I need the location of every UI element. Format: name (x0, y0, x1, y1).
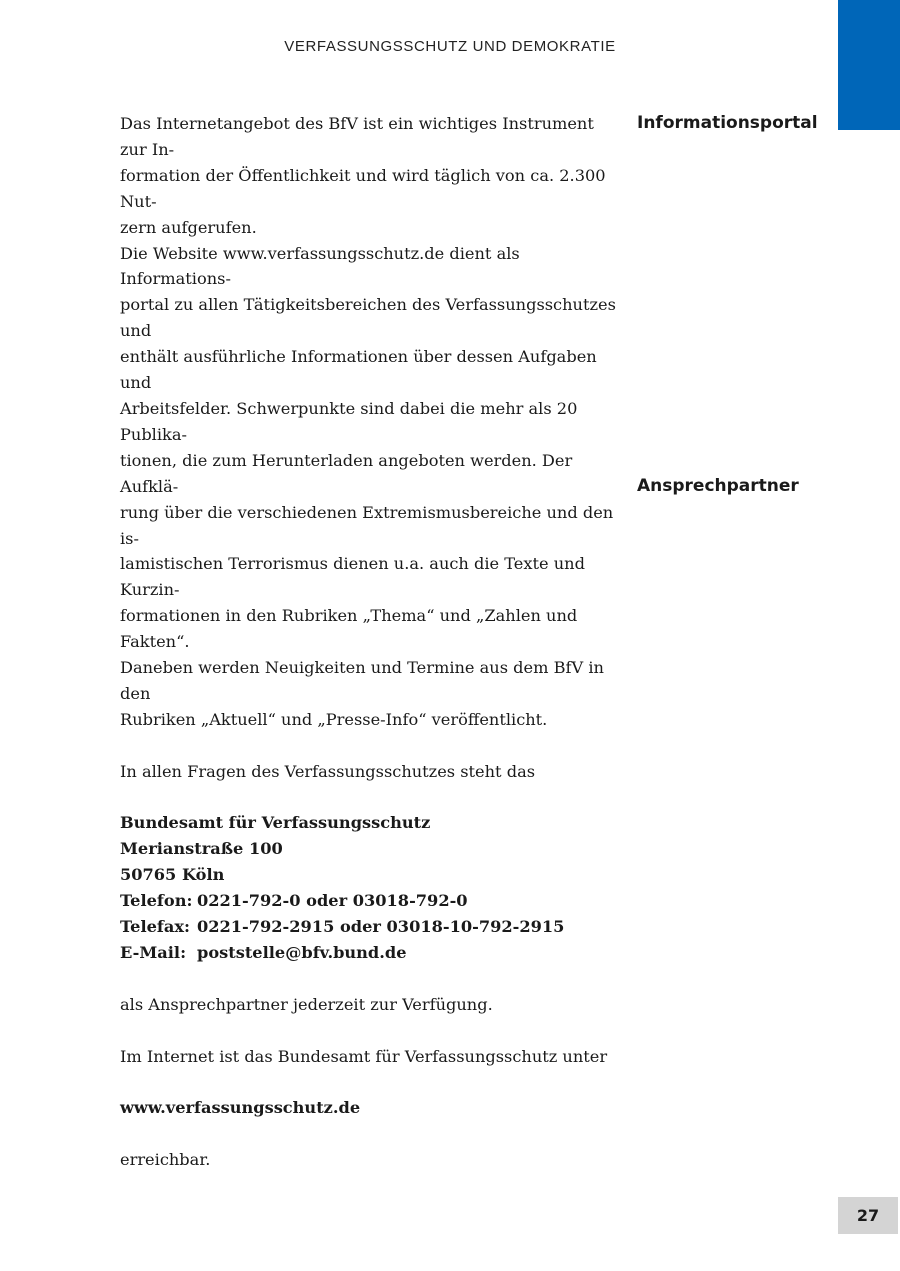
text-line: Rubriken „Aktuell“ und „Presse-Info“ veröffentlicht. (120, 709, 548, 729)
text-line: portal zu allen Tätigkeitsbereichen des Verfassungsschutzes und (120, 295, 616, 341)
text-line: Die Website www.verfassungsschutz.de dient als Informations- (120, 243, 520, 289)
text-line: Arbeitsfelder. Schwerpunkte sind dabei die mehr als 20 Publika- (120, 398, 578, 444)
paragraph-intro (120, 111, 620, 241)
body-text (120, 111, 620, 1173)
text-line: Das Internetangebot des BfV ist ein wichtiges Instrument zur In- (120, 114, 594, 159)
text-line: formationen in den Rubriken „Thema“ und „Zahlen und Fakten“. (120, 606, 578, 652)
text-line: zern aufgerufen. (120, 217, 257, 237)
address-phone (120, 888, 620, 914)
text-line: lamistischen Terrorismus dienen u.a. auch die Texte und Kurzin- (120, 554, 585, 600)
chapter-tab (838, 0, 900, 130)
contact-outro: als Ansprechpartner jederzeit zur Verfügung. (120, 994, 493, 1014)
paragraph-website (120, 241, 620, 733)
margin-heading-informationsportal: Informationsportal (637, 113, 818, 133)
address-email (120, 940, 620, 966)
text-line: enthält ausführliche Informationen über dessen Aufgaben und (120, 347, 597, 393)
website-link: www.verfassungsschutz.de (120, 1098, 361, 1118)
internet-intro: Im Internet ist das Bundesamt für Verfassungsschutz unter (120, 1046, 608, 1066)
contact-intro: In allen Fragen des Verfassungsschutzes steht das (120, 761, 536, 781)
phone-value: 0221-792-0 oder 03018-792-0 (197, 891, 468, 911)
address-city: 50765 Köln (120, 865, 225, 885)
text-line: rung über die verschiedenen Extremismusbereiche und den is- (120, 502, 614, 548)
address-fax (120, 914, 620, 940)
phone-label: Telefon: (120, 891, 193, 911)
address-block (120, 810, 620, 965)
address-org: Bundesamt für Verfassungsschutz (120, 813, 431, 833)
address-street: Merianstraße 100 (120, 839, 283, 859)
page-number: 27 (838, 1197, 898, 1234)
text-line: Daneben werden Neuigkeiten und Termine aus dem BfV in den (120, 658, 604, 703)
running-header: VERFASSUNGSSCHUTZ UND DEMOKRATIE (284, 38, 616, 55)
margin-heading-ansprechpartner: Ansprechpartner (637, 476, 799, 496)
text-line: formation der Öffentlichkeit und wird täglich von ca. 2.300 Nut- (120, 165, 606, 211)
internet-outro: erreichbar. (120, 1150, 211, 1170)
fax-label: Telefax: (120, 917, 191, 937)
fax-value: 0221-792-2915 oder 03018-10-792-2915 (197, 917, 565, 937)
email-value: poststelle@bfv.bund.de (197, 942, 407, 962)
text-line: tionen, die zum Herunterladen angeboten werden. Der Aufklä- (120, 450, 573, 496)
email-label: E-Mail: (120, 942, 187, 962)
